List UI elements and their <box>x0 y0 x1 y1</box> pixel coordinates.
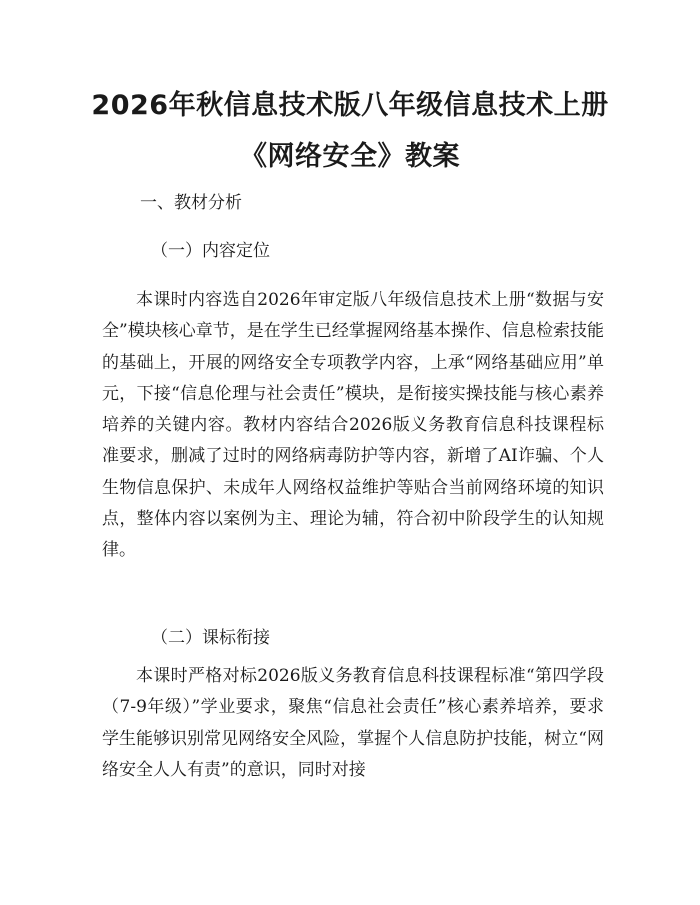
subsection-heading-curriculum-alignment: （二）课标衔接 <box>151 628 270 648</box>
section-heading-textbook-analysis: 一、教材分析 <box>140 193 242 213</box>
document-title-line-1: 2026年秋信息技术版八年级信息技术上册 <box>91 90 609 121</box>
paragraph-curriculum-alignment: 本课时严格对标2026版义务教育信息科技课程标准“第四学段（7-9年级）”学业要求，聚焦“信息社会责任”核心素养培养，要求学生能够识别常见网络安全风险，掌握个人信息防护技能，树立“网络安全人人有责”的意识，同时对接 <box>102 666 604 780</box>
subsection-heading-content-positioning: （一）内容定位 <box>151 241 270 261</box>
document-title-line-2: 《网络安全》教案 <box>240 141 460 172</box>
paragraph-content-positioning: 本课时内容选自2026年审定版八年级信息技术上册“数据与安全”模块核心章节，是在学生已经掌握网络基本操作、信息检索技能的基础上，开展的网络安全专项教学内容，上承“网络基础应用”单元，下接“信息伦理与社会责任”模块，是衔接实操技能与核心素养培养的关键内容。教材内容结合2026版义务教育信息科技课程标准要求，删减了过时的网络病毒防护等内容，新增了AI诈骗、个人生物信息保护、未成年人网络权益维护等贴合当前网络环境的知识点，整体内容以案例为主、理论为辅，符合初中阶段学生的认知规律。 <box>102 290 604 560</box>
